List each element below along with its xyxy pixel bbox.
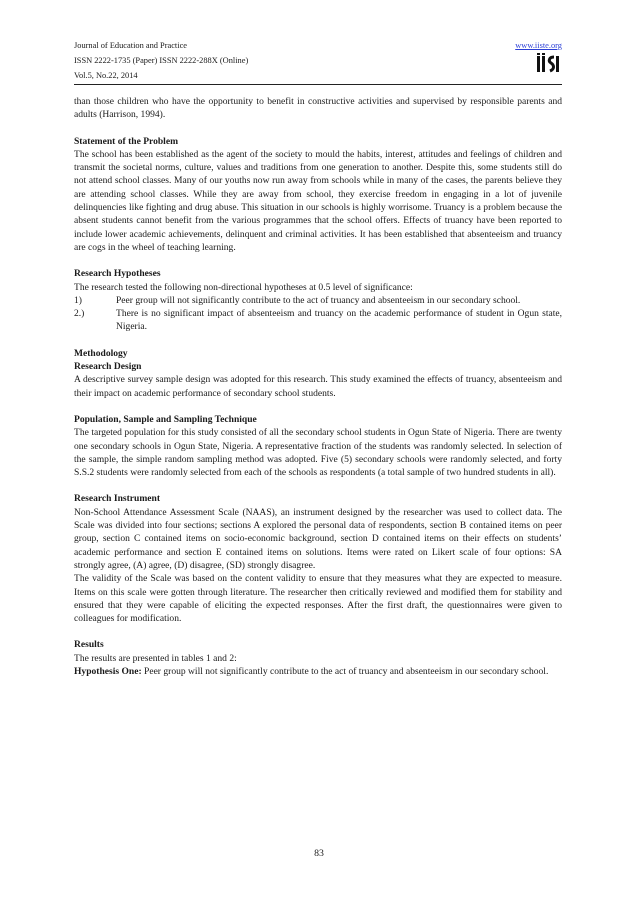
- iiste-logo: [536, 53, 560, 75]
- hypotheses-heading: Research Hypotheses: [74, 268, 161, 280]
- validity-paragraph: The validity of the Scale was based on the content validity to ensure that they measures what they are expected to measure. Items on this scale were gotten through literature. The researcher then critically reviewed and modified them for stability and ensured that they were capable of eliciting the expected responses. After the first draft, the questionnaires were given to colleagues for modification.: [74, 573, 562, 625]
- results-heading: Results: [74, 639, 104, 651]
- hypothesis-number: 1): [74, 294, 82, 306]
- methodology-heading: Methodology: [74, 347, 128, 359]
- hypothesis-text: There is no significant impact of absenteeism and truancy on the academic performance of student in Ogun state, Nigeria.: [116, 308, 562, 333]
- issn-line: ISSN 2222-1735 (Paper) ISSN 2222-288X (Online): [74, 56, 249, 65]
- hypothesis-one-paragraph: [74, 665, 562, 678]
- instrument-heading: Research Instrument: [74, 493, 161, 505]
- intro-paragraph: than those children who have the opportunity to benefit in constructive activities and supervised by responsible parents and adults (Harrison, 1994).: [74, 96, 562, 121]
- page-number: 83: [314, 848, 324, 859]
- hypotheses-intro: The research tested the following non-directional hypotheses at 0.5 level of significance:: [74, 281, 413, 293]
- hypothesis-number: 2.): [74, 308, 85, 320]
- instrument-paragraph: Non-School Attendance Assessment Scale (NAAS), an instrument designed by the researcher was used to collect data. The Scale was divided into four sections; sections A explored the personal data of respondents, section B contained items on peer group, section C contained items on socio-economic background, section D contained items on their effects on students’ academic performance and section E contained items on solutions. Items were rated on Likert scale of four options: SA strongly agree, (A) agree, (D) disagree, (SD) strongly disagree.: [74, 506, 562, 571]
- hypothesis-item: [74, 294, 562, 307]
- problem-heading: Statement of the Problem: [74, 135, 179, 147]
- hypothesis-one-text: Peer group will not significantly contribute to the act of truancy and absenteeism in our secondary school.: [141, 665, 549, 677]
- article-body: [74, 95, 562, 678]
- population-paragraph: The targeted population for this study consisted of all the secondary school students in Ogun State of Nigeria. There are twenty one secondary schools in Ogun State, Nigeria. A representative fraction of the students was randomly selected. In selection of the sample, the simple random sampling method was adopted. Five (5) secondary schools were randomly selected, and forty S.S.2 students were randomly selected from each of the schools as respondents (a total sample of two hundred students in all).: [74, 427, 562, 479]
- hypothesis-text: Peer group will not significantly contribute to the act of truancy and absenteeism in our secondary school.: [116, 294, 521, 306]
- journal-title: Journal of Education and Practice: [74, 41, 188, 50]
- research-design-heading: Research Design: [74, 361, 142, 373]
- hypothesis-one-label: Hypothesis One:: [74, 665, 142, 677]
- hypothesis-item: [74, 307, 562, 334]
- problem-paragraph: The school has been established as the agent of the society to mould the habits, interest, attitudes and feelings of children and transmit the societal norms, culture, values and traditions from one generation to another. Despite this, some students still do not attend school classes. Many of our youths now run away from schools while in many of the cases, the parents believe they are attending school classes. While they are away from school, they exercise freedom in engaging in a lot of juvenile delinquencies like fighting and drug abuse. This situation in our schools is highly worrisome. Truancy is a problem because the absent students cannot benefit from the various programmes that the school offers. Effects of truancy have been reported to include lower academic achievements, delinquent and criminal activities. It has been established that absenteeism and truancy are cogs in the wheel of teaching learning.: [74, 148, 562, 253]
- research-design-paragraph: A descriptive survey sample design was adopted for this research. This study examined the effects of truancy, absenteeism and their impact on academic performance of secondary school students.: [74, 374, 562, 399]
- header-divider: [74, 84, 562, 85]
- journal-url-link[interactable]: www.iiste.org: [515, 41, 562, 50]
- results-paragraph: The results are presented in tables 1 and 2:: [74, 652, 237, 664]
- volume-line: Vol.5, No.22, 2014: [74, 71, 138, 80]
- population-heading: Population, Sample and Sampling Technique: [74, 413, 257, 425]
